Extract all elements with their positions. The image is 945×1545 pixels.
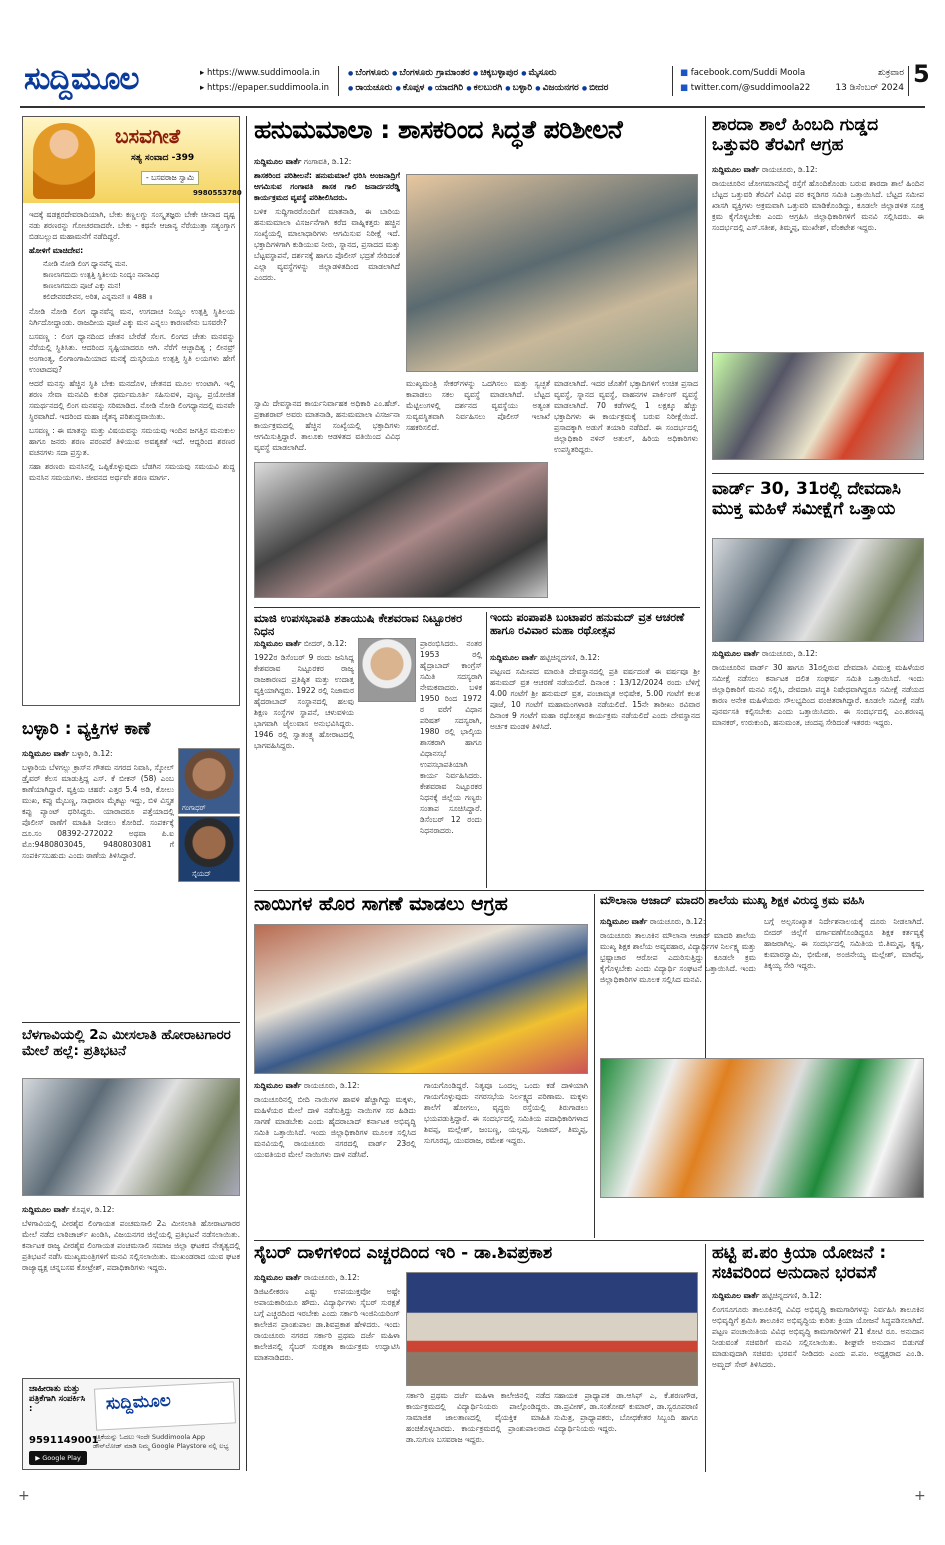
- basava-para-2: ಬಸವಣ್ಣ : ಲಿಂಗ ಧ್ಯಾನದಿಂದ ಚೇತನ ಬೇರೆಡೆ ಸೆಲಗ. ಲಿಂಗದ ಚೇತು ಮನವನ್ನು ನೆರೆಯಲ್ಲಿ ಸ್ಥಿತಿಸಿತು. ಆದರಿಂದ ಸೃಷ್ಟಿಯಾದರೂ ಆಗಿ. ನೆರೆಗೆ ಆಚ್ಛಾದಿತ್ಯ ; ಲೀನವ್ರ್ ಅಂಗಾಂತ್ಯ, ಲಿಂಗಾಂಗಾಮಿಯಾದ ಮನಕ್ಕೆ ದುಸ್ಕರಿಯೂ ಉತ್ಪತ್ತಿ ಸ್ಥಿತಿ ಲಯಗಳು ಹೇಗೆ ಉಂಟಾದವು?: [29, 332, 235, 374]
- byline: ಸುದ್ದಿಮೂಲ ವಾರ್ತೆ: [254, 1273, 302, 1282]
- basava-para-5: ಸಹಾ ಶರಣರು ಮನಸಿನಲ್ಲಿ ಒಪ್ಪಿಕೊಳ್ಳುವುದು ಬೆಡಗಿನ ಸಮಯವು ಸಮಯವಿ ಶುದ್ಧ ಮನಸಿನ ಸಮಯಗಳು. ಜೀವನದ ಅರ್ಥವೇ ಶರಣ ಮಾರ್ಗ.: [29, 462, 235, 482]
- hanumad-headline: ಇಂದು ಪಂಪಾಪತಿ ಬಂಟಾಪರ ಹನುಮದ್ ವ್ರತ ಆಚರಣೆ ಹಾಗೂ ರವಿವಾರ ಮಹಾ ರಥೋತ್ಸವ: [490, 611, 685, 637]
- page-number: 5: [913, 60, 930, 88]
- ad-note: ಪತ್ರಿಕೆಯನ್ನು ಓದಲು ಇಂದೇ Suddimoola App ಡೌನ್‌ಲೋಡ್ ಮಾಡಿ ನಿಮ್ಮ Google Playstore ನಲ್ಲಿ ಲಭ್ಯ: [93, 1433, 229, 1450]
- website-link[interactable]: https://www.suddimoola.in: [206, 68, 320, 78]
- advertisement: [22, 1378, 240, 1470]
- basava-banner: [23, 117, 242, 203]
- maji-article: [254, 612, 482, 888]
- bullet-icon: ●: [348, 85, 356, 92]
- city-link[interactable]: ಚಿಕ್ಕಬಳ್ಳಾಪುರ: [480, 68, 522, 78]
- shaale-headline: ಶಾರದಾ ಶಾಲೆ ಹಿಂಬದಿ ಗುಡ್ಡದ ಒತ್ತುವರಿ ತೆರವಿಗೆ ಆಗ್ರಹ: [712, 115, 879, 155]
- bullet-icon: ●: [521, 70, 529, 77]
- basava-para-3: ಆದರೆ ಮನಸ್ಸು ಹೆಚ್ಚಿನ ಸ್ಥಿತಿ ಬೇಕು ಮನದೊಳ, ಚೇತನದ ಮೂಲ ಉಂಟಾಗಿ. ಇಲ್ಲಿ ಶರಣ ಸೇವಾ ಮನವಿದಿ ಕುರಿತ ಧರ್ಮಮೂರ್ತಿ ಸಹಿಸುವಳಿ, ಪುಣ್ಯ, ಪ್ರಯೋಜಿತ ಸಮರ್ಥನದಲ್ಲಿ ಲಿಂಗ ಮನವನ್ನು ಸರಿಮಾಡಿದ. ನೋಡಿ ನೋಡಿ ಲಿಂಗಧ್ಯಾನದಲ್ಲಿ ಮನವೇ ಸ್ಥಿರವಾಗಿದೆ. ಇದರಿಂದ ಮಹಾ ಚೈತನ್ಯ ಪರಿಶುದ್ಧವಾಯಿತು.: [29, 379, 235, 421]
- url-links: [200, 66, 329, 96]
- social-links: [680, 66, 810, 96]
- crop-mark-left: +: [18, 1488, 30, 1504]
- city-link[interactable]: ಬೀದರ: [589, 83, 609, 93]
- byline: ಸುದ್ದಿಮೂಲ ವಾರ್ತೆ: [712, 649, 760, 658]
- byline: ಸುದ್ದಿಮೂಲ ವಾರ್ತೆ: [22, 1205, 70, 1214]
- maulana-headline: ಮೌಲಾನಾ ಆಜಾದ್ ಮಾದರಿ ಶಾಲೆಯ ಮುಖ್ಯ ಶಿಕ್ಷಕ ವಿರುದ್ಧ ಕ್ರಮ ವಹಿಸಿ: [600, 893, 865, 907]
- dateline: ಗಂಗಾವತಿ, ಡಿ.12:: [303, 157, 352, 166]
- byline: ಸುದ್ದಿಮೂಲ ವಾರ್ತೆ: [22, 749, 70, 758]
- byline: ಸುದ್ದಿಮೂಲ ವಾರ್ತೆ: [490, 653, 538, 662]
- byline: ಸುದ್ದಿಮೂಲ ವಾರ್ತೆ: [712, 165, 760, 174]
- basava-subtitle: ಸತ್ಯ ಸಂವಾದ -399: [131, 153, 195, 163]
- dateline: ರಾಯಚೂರು, ಡಿ.12:: [303, 1273, 360, 1282]
- dateline: ಕೊಪ್ಪಳ, ಡಿ.12:: [71, 1205, 115, 1214]
- hatti-headline: ಹಟ್ಟಿ ಪ.ಪಂ ಕ್ರಿಯಾ ಯೋಜನೆ : ಸಚಿವರಿಂದ ಅನುದಾನ ಭರವಸೆ: [712, 1243, 887, 1283]
- naayi-headline: ನಾಯಿಗಳ ಹೊರ ಸಾಗಣೆ ಮಾಡಲು ಆಗ್ರಹ: [254, 893, 508, 915]
- basava-section: ಹೋಳಿಗೆ ಮಾಚಿದೇವ:: [29, 246, 84, 255]
- ward-article: [712, 480, 924, 880]
- mla-inspection-photo: [406, 174, 698, 372]
- bellary-article: [22, 720, 240, 1020]
- byline: ಸುದ್ದಿಮೂಲ ವಾರ್ತೆ: [254, 157, 302, 166]
- bullet-icon: ●: [505, 85, 513, 92]
- obituary-photo: [358, 638, 416, 702]
- bullet-icon: ●: [466, 85, 474, 92]
- missing-person-caption-2: ಸೈಯದ್: [192, 870, 212, 878]
- student-union-photo: [600, 1058, 924, 1198]
- naayi-col-2: ಗಾಯಗೊಂಡಿದ್ದರೆ. ನಿತ್ಯವೂ ಒಂದಲ್ಲ ಒಂದು ಕಡೆ ದಾಳಿಯಾಗಿ ಗಾಯಗೊಳ್ಳುವುದು ನಗರಸಭೆಯ ನಿರ್ಲಕ್ಷ್ಯದ ಪರಿಣಾಮ. ಮಕ್ಕಳು ಶಾಲೆಗೆ ಹೋಗಲು, ವೃದ್ಧರು ರಸ್ತೆಯಲ್ಲಿ ತಿರುಗಾಡಲು ಭಯಪಡುತ್ತಿದ್ದಾರೆ. ಈ ಸಂದರ್ಭದಲ್ಲಿ ಸಮಿತಿಯ ಪದಾಧಿಕಾರಿಗಳಾದ ಶಿವಪ್ಪ, ಮಲ್ಲೇಶ್, ಜಂಬಣ್ಣ, ಯಲ್ಲಪ್ಪ, ನಿಜಾಮ್, ತಿಮ್ಮಪ್ಪ, ಸುಗೂರಪ್ಪ, ಯುವರಾಜ, ರಮೇಶ ಇದ್ದರು.: [424, 1081, 588, 1145]
- seminar-photo: [406, 1272, 698, 1386]
- basava-intro: ಇದಕ್ಕೆ ಷಡಕ್ಷರದೇವರಾದಿಯಾಗಿ, ಬೇಕು ಕಣ್ಣಲಗ್ನು ಸಂಸ್ಕೃತಜ್ಞರು ಬೇಕೇ ಚೀನಾದ ದೃಷ್ಟ ನಡು ಶರಣರನ್ನು ಗೋಚರವಾದರೇ. ಬೇಕು - ಕಥನೇ ಆಜಾನ್ಯ ನೆರೆಯುತ್ತಾ ಸತ್ಯಂಗ್ತಾಗ ಬಿಡಬಲ್ಲುದ ಮಹಾಮನೆಗೆ ನಡೆದಿದ್ದರೆ.: [29, 210, 235, 241]
- city-list: [348, 66, 608, 96]
- city-link[interactable]: ಬಳ್ಳಾರಿ: [512, 83, 536, 93]
- ad-label: ಜಾಹೀರಾತು ಮತ್ತು ಪತ್ರಿಕೆಗಾಗಿ ಸಂಪರ್ಕಿಸಿ :: [29, 1384, 86, 1414]
- twitter-link[interactable]: twitter.com/@suddimoola22: [690, 83, 811, 93]
- epaper-link[interactable]: https://epaper.suddimoola.in: [206, 83, 329, 93]
- dateline: ಬೀದರ್, ಡಿ.12:: [303, 639, 347, 648]
- store-label: Google Play: [42, 1454, 81, 1462]
- basava-para-1: ನೋಡಿ ನೋಡಿ ಲಿಂಗ ಧ್ಯಾನವೆನ್ನ ಮನ, ಉಗದಾಚ ನಿಯ್ಯಂ ಉತ್ಪತ್ತಿ ಸ್ಥಿತಿಲಯ ನಿರ್ಗಿದೋದ್ದಾಂಡು. ರಾಜದೀಯ ಪೂಜೆ ಎಕ್ಕು ಮನ ಎನ್ನಲು ಕಾರಣವೇನು ಬಸವರೇ?: [29, 307, 235, 327]
- globe-icon: ▸: [200, 68, 207, 78]
- crop-mark-right: +: [914, 1488, 926, 1504]
- cyber-headline: ಸೈಬರ್ ದಾಳಿಗಳಿಂದ ಎಚ್ಚರದಿಂದ ಇರಿ - ಡಾ.ಶಿವಪ್ರಕಾಶ: [254, 1243, 553, 1263]
- cooking-preparation-photo: [254, 462, 548, 598]
- basava-phone: 9980553780: [193, 189, 242, 197]
- ad-newspaper-graphic: [94, 1381, 236, 1430]
- city-link[interactable]: ಮೈಸೂರು: [528, 68, 557, 78]
- hanumad-article: [490, 612, 700, 888]
- city-link[interactable]: ವಿಜಯನಗರ: [542, 83, 582, 93]
- dateline: ರಾಯಚೂರು, ಡಿ.12:: [761, 165, 818, 174]
- hanuma-col-4: ಮಾಡಲಾಗಿದೆ. ಇದರ ಜೊತೆಗೆ ಭಕ್ತಾದಿಗಳಿಗೆ ಉಚಿತ ಪ್ರಸಾದ ವ್ಯವಸ್ಥೆ, ಸ್ನಾನದ ವ್ಯವಸ್ಥೆ, ವಾಹನಗಳ ಪಾರ್ಕಿಂಗ್ ವ್ಯವಸ್ಥೆ ಮಾಡಲಾಗಿದೆ. 70 ಕಡೆಗಳಲ್ಲಿ 1 ಲಕ್ಷಕ್ಕೂ ಹೆಚ್ಚು ಭಕ್ತಾದಿಗಳು ಈ ಕಾರ್ಯಕ್ರಮಕ್ಕೆ ಬರುವ ನಿರೀಕ್ಷೆಯಿದೆ. ಪ್ರಸಾದಕ್ಕಾಗಿ ಅಡುಗೆ ತಯಾರಿ ನಡೆದಿದೆ. ಈ ಸಂದರ್ಭದಲ್ಲಿ ಜಿಲ್ಲಾಧಿಕಾರಿ ನಳಿನ್ ಅತುಲ್, ಹಿರಿಯ ಅಧಿಕಾರಿಗಳು ಉಪಸ್ಥಿತರಿದ್ದರು.: [554, 379, 698, 454]
- masthead: [20, 60, 930, 104]
- bullet-icon: ●: [348, 70, 356, 77]
- hanuma-col-1: ಬಳಿಕ ಸುದ್ದಿಗಾರರೊಂದಿಗೆ ಮಾತನಾಡಿ, ಈ ಬಾರಿಯ ಹನುಮಮಾಲಾ ವಿಸರ್ಜನೆಗಾಗಿ ಕರೆದ ವಾಹ್ನಿಕತ್ತರು ಹಚ್ಚಿನ ಸಂಖ್ಯೆಯಲ್ಲಿ ಮಾಲಾಧಾರಿಗಳು ಆಗಮಿಸುವ ನಿರೀಕ್ಷೆ ಇದೆ. ಭಕ್ತಾದಿಗಳಿಗಾಗಿ ಕುಡಿಯುವ ನೀರು, ಸ್ನಾನದ, ಪ್ರಸಾದದ ಮತ್ತು ಬೆಟ್ಟವಸ್ಥಾಪನೆ, ದರ್ಶನಕ್ಕೆ ಹಾಗೂ ಪೊಲೀಸ್ ಭದ್ರತೆ ಸೇರಿದಂತೆ ಎಲ್ಲಾ ವ್ಯವಸ್ಥೆಗಳನ್ನು ಜಿಲ್ಲಾಡಳಿತದಿಂದ ಮಾಡಲಾಗಿದೆ ಎಂದರು.: [254, 207, 400, 282]
- belagavi-article: [22, 1028, 240, 1368]
- city-link[interactable]: ಕಲಬುರಗಿ: [473, 83, 506, 93]
- weekday: ಶುಕ್ರವಾರ: [878, 68, 904, 78]
- shaale-article: [712, 116, 924, 468]
- hatti-body: ಲಿಂಗಸೂಗೂರು ತಾಲೂಕಿನಲ್ಲಿ ವಿವಿಧ ಅಭಿವೃದ್ಧಿ ಕಾಮಗಾರಿಗಳನ್ನು ನಿರ್ವಹಿಸಿ ತಾಲೂಕಿನ ಅಭಿವೃದ್ಧಿಗೆ ಶ್ರಮಿಸಿ ತಾಲೂಕಿನ ಅಭಿವೃದ್ಧಿಯ ಕುರಿತು ಕ್ರಿಯಾ ಯೋಜನೆ ಸಿದ್ಧಪಡಿಸಲಾಗಿದೆ. ಪಟ್ಟಣ ಪಂಚಾಯಿತಿಯ ವಿವಿಧ ಅಭಿವೃದ್ಧಿ ಕಾಮಗಾರಿಗಳಿಗೆ 21 ಕೋಟಿ ರೂ. ಅನುದಾನ ನೀಡುವಂತೆ ಸಚಿವರಿಗೆ ಮನವಿ ಸಲ್ಲಿಸಲಾಯಿತು. ಶೀಘ್ರವೇ ಅನುದಾನ ಬಿಡುಗಡೆ ಮಾಡುವುದಾಗಿ ಸಚಿವರು ಭರವಸೆ ನೀಡಿದರು ಎಂದು ಪ.ಪಂ. ಅಧ್ಯಕ್ಷರಾದ ಎಂ.ಡಿ. ಅಮ್ಜದ್ ಸೇಠ್ ತಿಳಿಸಿದರು.: [712, 1305, 924, 1369]
- bullet-icon: ●: [472, 70, 481, 77]
- bellary-body: ಬಳ್ಳಾರಿಯ ಬೆಳಗಲ್ಲು ಕ್ರಾಸ್‌ನ ಗೌತಮ ನಗರದ ನಿವಾಸಿ, ಸ್ಕೋಲ್ ಡ್ರೈವರ್ ಕೆಲಸ ಮಾಡುತ್ತಿದ್ದ ಎಸ್. ಕೆ ಬೀಕನ್ (58) ಎಂಬ ಕಾಣೆಯಾಗಿದ್ದಾರೆ. ವ್ಯಕ್ತಿಯ ಚಹರೆ: ಎತ್ತರ 5.4 ಅಡಿ, ಕೋಲು ಮುಖ, ಕಪ್ಪು ಮೈಬಣ್ಣ, ಸಾಧಾರಣ ಮೈಕಟ್ಟು ಇದ್ದು, ಬಿಳಿ ವಿಸ್ತೃತ ಕಪ್ಪು ಪ್ಯಾಂಟ್ ಧರಿಸಿದ್ದರು. ಯಾರಾದರೂ ಪತ್ತೆಯಾದಲ್ಲಿ ಪೊಲೀಸ್ ಠಾಣೆಗೆ ಮಾಹಿತಿ ನೀಡಲು ಕೋರಿದೆ. ಸಂಪರ್ಕಕ್ಕೆ ದೂ.ಸಂ 08392-272022 ಅಥವಾ ಪಿ.ಐ ಮೊ:9480803045, 9480803081 ಗೆ ಸಂಪರ್ಕಿಸಬಹುದು ಎಂದು ಠಾಣೆಯ ತಿಳಿಸಿದ್ದಾರೆ.: [22, 763, 174, 860]
- cyber-col-3: ಸಹಾಯಕ ಪ್ರಾಧ್ಯಾಪಕ ಡಾ.ಆಸಿಫ್ ಎ, ಕೆ.ಶರಣಗೌಡ, ಡಾ.ಪ್ರವೀಣ್, ಡಾ.ಸಂತೋಷ್ ಕುಮಾರ್, ಡಾ.ಸ್ವರೂಪರಾಣಿ ಸುಮಿತ್ರ, ಪ್ರಾಧ್ಯಾಪಕರು, ಬೋಧಕೇತರ ಸಿಬ್ಬಂದಿ ಹಾಗೂ ವಿದ್ಯಾರ್ಥಿನಿಯರು ಇದ್ದರು.: [554, 1391, 698, 1433]
- protest-photo: [22, 1078, 240, 1196]
- byline: ಸುದ್ದಿಮೂಲ ವಾರ್ತೆ: [600, 917, 648, 926]
- basava-title: ಬಸವಗೀತೆ: [115, 124, 181, 148]
- hanuma-article: [254, 116, 700, 606]
- maji-headline: ಮಾಜಿ ಉಪಸಭಾಪತಿ ಶತಾಯುಷಿ ಕೇಶವರಾವ ನಿಟ್ಟೂರಕರ ನಿಧನ: [254, 611, 463, 639]
- hanuma-lead: ಶಾಸಕರಿಂದ ಪರಿಶೀಲನೆ: ಹನುಮಮಾಲೆ ಧರಿಸಿ ಅಂಜನಾದ್ರಿಗೆ ಆಗಮಿಸುವ ಗಂಗಾವತಿ ಶಾಸಕ ಗಾಲಿ ಜನಾರ್ದನರೆಡ್ಡಿ ಕಾರ್ಯಕ್ರಮದ ವ್ಯವಸ್ಥೆ ಪರಿಶೀಲಿಸಿದರು.: [254, 171, 400, 202]
- city-link[interactable]: ಬೆಂಗಳೂರು: [355, 68, 393, 78]
- shaale-body: ರಾಯಚೂರಿನ ಜೋಗಮಾನದಿನ್ನೆ ರಸ್ತೆಗೆ ಹೊಂದಿಕೊಂಡು ಬರುವ ಶಾರದಾ ಶಾಲೆ ಹಿಂದಿನ ಬೆಟ್ಟದ ಒತ್ತುವರಿ ತೆರವಿಗೆ ವಿವಿಧ ಪರ ಕನ್ನಡಿಗರ ಸಮಿತಿ ಒತ್ತಾಯಿಸಿದೆ. ಬೆಟ್ಟದ ಸಮೀಪ ಖಾಸಗಿ ವ್ಯಕ್ತಿಗಳು ಅಕ್ರಮವಾಗಿ ಒತ್ತುವರಿ ಮಾಡಿಕೊಂಡಿದ್ದು, ಕೂಡಲೇ ಜಿಲ್ಲಾಡಳಿತ ಸೂಕ್ತ ಕ್ರಮ ಕೈಗೊಳ್ಳಬೇಕು ಎಂದು ಆಗ್ರಹಿಸಿ ಜಿಲ್ಲಾಧಿಕಾರಿಗಳಿಗೆ ಮನವಿ ಸಲ್ಲಿಸಿದರು. ಈ ಸಂದರ್ಭದಲ್ಲಿ ಎಸ್.ಸತೀಶ, ತಿಮ್ಮಪ್ಪ, ಮುಖೇಶ್, ವೆಂಕಟೇಶ ಇದ್ದರು.: [712, 179, 924, 232]
- maulana-article: [600, 894, 924, 1238]
- hanuma-col-2: ಸ್ವಾಮಿ ದೇವಸ್ಥಾನದ ಕಾರ್ಯನಿರ್ವಾಹಕ ಅಧಿಕಾರಿ ಎಂ.ಹೆಚ್. ಪ್ರಕಾಶರಾವ್ ಅವರು ಮಾತನಾಡಿ, ಹನುಮಮಾಲಾ ವಿಸರ್ಜನಾ ಕಾರ್ಯಕ್ರಮದಲ್ಲಿ ಹೆಚ್ಚಿನ ಸಂಖ್ಯೆಯಲ್ಲಿ ಭಕ್ತಾದಿಗಳು ಆಗಮಿಸುತ್ತಿದ್ದಾರೆ. ತಾಲೂಕು ಆಡಳಿತದ ವತಿಯಿಂದ ವಿವಿಧ ವ್ಯವಸ್ಥೆ ಮಾಡಲಾಗಿದೆ.: [254, 399, 400, 452]
- belagavi-body: ಬೆಳಗಾವಿಯಲ್ಲಿ ವೀರಶೈವ ಲಿಂಗಾಯತ ಪಂಚಮಸಾಲಿ 2ಎ ಮೀಸಲಾತಿ ಹೋರಾಟಗಾರರ ಮೇಲೆ ನಡೆದ ಲಾಠಿಚಾರ್ಜ್ ಖಂಡಿಸಿ, ವಿಜಯನಗರ ಜಿಲ್ಲೆಯಲ್ಲಿ ಪ್ರತಿಭಟನೆ ನಡೆಸಲಾಯಿತು. ಕರ್ನಾಟಕ ರಾಜ್ಯ ವೀರಶೈವ ಲಿಂಗಾಯತ ಪಂಚಮಸಾಲಿ ಸಮಾಜ ಜಿಲ್ಲಾ ಘಟಕದ ನೇತೃತ್ವದಲ್ಲಿ ಪ್ರತಿಭಟನೆ ನಡೆಸಿ ಮುಖ್ಯಮಂತ್ರಿಗಳಿಗೆ ಮನವಿ ಸಲ್ಲಿಸಲಾಯಿತು. ಮುಖಂಡರಾದ ಯುವ ಘಟಕ ರಾಜ್ಯಾಧ್ಯಕ್ಷ ಚನ್ನಬಸವ ಕೋಟ್ರೇಶ್, ಪದಾಧಿಕಾರಿಗಳು ಇದ್ದರು.: [22, 1219, 240, 1272]
- basava-author: - ಬಸವರಾಜ ಸ್ವಾಮಿ: [141, 171, 199, 185]
- hanuma-col-3: ಮುಖ್ಯಮಂತ್ರಿ ಸೇಕರ್‌ಗಳನ್ನು ಒದಗಿಸಲು ಮತ್ತು ಸ್ವಚ್ಛತೆ ಕಾಪಾಡಲು ಸಕಲ ವ್ಯವಸ್ಥೆ ಮಾಡಲಾಗಿದೆ. ಬೆಟ್ಟದ ಮೆಟ್ಟಿಲುಗಳಲ್ಲಿ ದರ್ಶನದ ವ್ಯವಸ್ಥೆಯು ಅತ್ಯಂತ ಸುವ್ಯವಸ್ಥಿತವಾಗಿ ನಿರ್ವಹಿಸಲು ಪೊಲೀಸ್ ಇಲಾಖೆ ಸಹಕರಿಸಲಿದೆ.: [406, 379, 550, 432]
- byline: ಸುದ್ದಿಮೂಲ ವಾರ್ತೆ: [254, 639, 302, 648]
- byline: ಸುದ್ದಿಮೂಲ ವಾರ್ತೆ: [254, 1081, 302, 1090]
- ward-headline: ವಾರ್ಡ್ 30, 31ರಲ್ಲಿ ದೇವದಾಸಿ ಮುಕ್ತ ಮಹಿಳೆ ಸಮೀಕ್ಷೆಗೆ ಒತ್ತಾಯ: [712, 479, 901, 519]
- ad-phone: 9591149001: [29, 1435, 99, 1446]
- dateline: ಹಟ್ಟಿಚಿನ್ನದಗಣಿ, ಡಿ.12:: [539, 653, 600, 662]
- date-block: [828, 66, 904, 96]
- dateline: ಹಟ್ಟಿಚಿನ್ನದಗಣಿ, ಡಿ.12:: [761, 1291, 822, 1300]
- ad-brand: ಸುದ್ದಿಮೂಲ: [105, 1390, 172, 1415]
- city-link[interactable]: ಬೆಂಗಳೂರು ಗ್ರಾಮಾಂತರ: [399, 68, 473, 78]
- dss-members-photo: [712, 538, 924, 642]
- bullet-icon: ●: [581, 85, 590, 92]
- google-play-badge[interactable]: [29, 1451, 87, 1465]
- maulana-col-2: ಬಗ್ಗೆ ಅಲ್ಪಸಂಖ್ಯಾತ ನಿರ್ದೇಶನಾಲಯಕ್ಕೆ ದೂರು ನೀಡಲಾಗಿದೆ. ಬೀದರ್ ಜಿಲ್ಲೆಗೆ ವರ್ಗಾವಣೆಗೊಂಡಿದ್ದರೂ ಶಿಕ್ಷಕ ಕರ್ತವ್ಯಕ್ಕೆ ಹಾಜರಾಗಿಲ್ಲ. ಈ ಸಂದರ್ಭದಲ್ಲಿ ಸಮಿತಿಯ ಬಿ.ತಿಮ್ಮಪ್ಪ, ಕೃಷ್ಣ, ಕುಮಾರಸ್ವಾಮಿ, ಭೀಮೇಶ, ಅಂಜಿನೇಯ್ಯ ಮಲ್ಲೇಶ್, ಮಾರೆಪ್ಪ, ತಿಕ್ಕಯ್ಯ ಸೇರಿ ಇದ್ದರು.: [764, 917, 924, 970]
- city-link[interactable]: ರಾಯಚೂರು: [355, 83, 396, 93]
- naayi-article: [254, 894, 590, 1238]
- basava-portrait: [33, 123, 95, 199]
- bullet-icon: ●: [395, 85, 403, 92]
- city-link[interactable]: ಯಾದಗಿರಿ: [434, 83, 467, 93]
- cyber-col-1: ಡಿಜಿಟಲೀಕರಣ ಎಷ್ಟು ಉಪಯುಕ್ತವೋ ಅಷ್ಟೇ ಅಪಾಯಕಾರಿಯೂ ಹೌದು. ವಿದ್ಯಾರ್ಥಿಗಳು ಸೈಬರ್ ಸುರಕ್ಷತೆ ಬಗ್ಗೆ ಎಚ್ಚರದಿಂದ ಇರಬೇಕು ಎಂದು ಸರ್ಕಾರಿ ಇಂಜಿನಿಯರಿಂಗ್ ಕಾಲೇಜಿನ ಪ್ರಾಂಶುಪಾಲ ಡಾ.ಶಿವಪ್ರಕಾಶ ಹೇಳಿದರು. ಇಂದು ರಾಯಚೂರು ನಗರದ ಸರ್ಕಾರಿ ಪ್ರಥಮ ದರ್ಜೆ ಮಹಿಳಾ ಕಾಲೇಜಿನಲ್ಲಿ ಸೈಬರ್ ಸುರಕ್ಷತಾ ಕಾರ್ಯಕ್ರಮ ಉದ್ಘಾಟಿಸಿ ಮಾತನಾಡಿದರು.: [254, 1287, 400, 1362]
- hatti-article: [712, 1244, 924, 1472]
- bullet-icon: ●: [392, 70, 400, 77]
- dateline: ಬಳ್ಳಾರಿ, ಡಿ.12:: [71, 749, 113, 758]
- twitter-icon: ■: [680, 83, 691, 93]
- globe-icon: ▸: [200, 83, 207, 93]
- dog-menace-protest-photo: [254, 924, 588, 1074]
- hanuma-headline: ಹನುಮಮಾಲಾ : ಶಾಸಕರಿಂದ ಸಿದ್ಧತೆ ಪರಿಶೀಲನೆ: [254, 115, 623, 144]
- dateline: ರಾಯಚೂರು, ಡಿ.12:: [649, 917, 706, 926]
- google-play-icon: ▶: [35, 1454, 43, 1462]
- cyber-col-2: ಸರ್ಕಾರಿ ಪ್ರಥಮ ದರ್ಜೆ ಮಹಿಳಾ ಕಾಲೇಜಿನಲ್ಲಿ ನಡೆದ ಕಾರ್ಯಕ್ರಮದಲ್ಲಿ ವಿದ್ಯಾರ್ಥಿನಿಯರು ಪಾಲ್ಗೊಂಡಿದ್ದರು. ಸಾಮಾಜಿಕ ಜಾಲತಾಣದಲ್ಲಿ ವೈಯಕ್ತಿಕ ಮಾಹಿತಿ ಹಂಚಿಕೊಳ್ಳಬಾರದು. ಕಾರ್ಯಕ್ರಮದಲ್ಲಿ ಪ್ರಾಂಶುಪಾಲರಾದ ಡಾ.ಸುಗುಣ ಬಸವರಾಜ ಇದ್ದರು.: [406, 1391, 550, 1444]
- bellary-headline: ಬಳ್ಳಾರಿ : ವ್ಯಕ್ತಿಗಳ ಕಾಣೆ: [22, 719, 151, 739]
- facebook-icon: ■: [680, 68, 691, 78]
- belagavi-headline: ಬೆಳಗಾವಿಯಲ್ಲಿ 2ಎ ಮೀಸಲಾತಿ ಹೋರಾಟಗಾರರ ಮೇಲೆ ಹಲ್ಲೆ: ಪ್ರತಿಭಟನೆ: [22, 1027, 231, 1059]
- basava-geethe: [22, 116, 240, 706]
- facebook-link[interactable]: facebook.com/Suddi Moola: [690, 68, 806, 78]
- dateline: ರಾಯಚೂರು, ಡಿ.12:: [303, 1081, 360, 1090]
- naayi-col-1: ರಾಯಚೂರಿನಲ್ಲಿ ಬೀದಿ ನಾಯಿಗಳ ಹಾವಳಿ ಹೆಚ್ಚಾಗಿದ್ದು ಮಕ್ಕಳು, ಮಹಿಳೆಯರ ಮೇಲೆ ದಾಳಿ ನಡೆಸುತ್ತಿದ್ದು ನಾಯಿಗಳ ಸರ ಹಿಡಿದು ಸಾಗಣೆ ಮಾಡಬೇಕು ಎಂದು ಹೈದರಾಬಾದ್ ಕರ್ನಾಟಕ ಅಭಿವೃದ್ಧಿ ಸಮಿತಿ ಒತ್ತಾಯಿಸಿದೆ. ಇಂದು ಜಿಲ್ಲಾಧಿಕಾರಿಗಳ ಮೂಲಕ ಸಲ್ಲಿಸಿದ ಮನವಿಯಲ್ಲಿ ರಾಯಚೂರು ನಗರದಲ್ಲಿ ವಾರ್ಡ್ 23ರಲ್ಲಿ ಯುವತಿಯರ ಮೇಲೆ ನಾಯಿಗಳು ದಾಳಿ ನಡೆಸಿವೆ.: [254, 1095, 416, 1159]
- dateline: ರಾಯಚೂರು, ಡಿ.12:: [761, 649, 818, 658]
- maji-body-2: ಪ್ರಾರಂಭಿಸಿದರು. ನಂತರ 1953 ರಲ್ಲಿ ಹೈದ್ರಾಬಾದ್ ಕಾಂಗ್ರೆಸ್ ಸಮಿತಿ ಸದಸ್ಯರಾಗಿ ನೇಮಕವಾದರು. ಬಳಿಕ 1950 ರಿಂದ 1972 ರ ವರೆಗೆ ವಿಧಾನ ಪರಿಷತ್ ಸದಸ್ಯರಾಗಿ, 1980 ರಲ್ಲಿ ಭಾಲ್ಕಿಯ ಶಾಸಕರಾಗಿ ಹಾಗೂ ವಿಧಾನಸಭೆ ಉಪಸಭಾಪತಿಯಾಗಿ ಕಾರ್ಯ ನಿರ್ವಹಿಸಿದರು. ಕೇಶವರಾವ ನಿಟ್ಟೂರಕರ ನಿಧನಕ್ಕೆ ಜಿಲ್ಲೆಯ ಗಣ್ಯರು ಸಂತಾಪ ಸೂಚಿಸಿದ್ದಾರೆ. ಡಿಸೆಂಬರ್ 12 ರಂದು ನಿಧನರಾದರು.: [420, 639, 482, 835]
- memorandum-photo: [712, 352, 924, 460]
- city-link[interactable]: ಕೊಪ್ಪಳ: [402, 83, 428, 93]
- maji-body-1: 1922ರ ಡಿಸೆಂಬರ್ 9 ರಂದು ಜನಿಸಿದ್ದ ಕೇಶವರಾವ ನಿಟ್ಟೂರಕರ ರಾಜ್ಯ ರಾಜಕಾರಣದ ಪ್ರತಿಷ್ಠಿತ ಮತ್ತು ಉದಾತ್ತ ವ್ಯಕ್ತಿಯಾಗಿದ್ದರು. 1922 ರಲ್ಲಿ ನಿಜಾಮರ ಹೈದರಾಬಾದ್ ಸಂಸ್ಥಾನದಲ್ಲಿ ಹಲವು ಶಿಕ್ಷಣ ಸಂಸ್ಥೆಗಳ ಸ್ಥಾಪನೆ, ಚಳುವಳಿಯ ಭಾಗವಾಗಿ ಜೈಲುವಾಸ ಅನುಭವಿಸಿದ್ದರು. 1946 ರಲ್ಲಿ ಸ್ವಾತಂತ್ರ್ಯ ಹೋರಾಟದಲ್ಲಿ ಭಾಗವಹಿಸಿದ್ದರು.: [254, 653, 354, 750]
- missing-person-caption-1: ಗಂಗಾಧರ್: [182, 804, 206, 812]
- basava-para-4: ಬಸವಣ್ಣ : ಈ ಮಾತನ್ನು ಮತ್ತು ವಿಷಯವನ್ನು ಸಮಯವು ಇಂದಿನ ಜಗತ್ತಿನ ಮನುಕುಲ ಹಾಗೂ ಜನರು ಶರಣ ಪರಂಪರೆ ತಿಳಿಯುವ ಅವಶ್ಯಕತೆ ಇದೆ. ಆದ್ದರಿಂದ ಶರಣರ ವಚನಗಳು ಸದಾ ಪ್ರಸ್ತುತ.: [29, 426, 235, 457]
- maulana-col-1: ರಾಯಚೂರು ತಾಲೂಕಿನ ಮೌಲಾನಾ ಆಜಾದ್ ಮಾದರಿ ಶಾಲೆಯ ಮುಖ್ಯ ಶಿಕ್ಷಕ ಶಾಲೆಯ ಅವ್ಯವಹಾರ, ವಿದ್ಯಾರ್ಥಿಗಳ ನಿರ್ಲಕ್ಷ್ಯ ಮತ್ತು ಭ್ರಷ್ಟಾಚಾರ ಆರೋಪ ಎದುರಿಸುತ್ತಿದ್ದು ಕೂಡಲೇ ಕ್ರಮ ಕೈಗೊಳ್ಳಬೇಕು ಎಂದು ವಿದ್ಯಾರ್ಥಿ ಸಂಘಟನೆ ಒತ್ತಾಯಿಸಿದೆ. ಇಂದು ಜಿಲ್ಲಾಧಿಕಾರಿಗಳ ಮೂಲಕ ಸಲ್ಲಿಸಿದ ಮನವಿ.: [600, 931, 756, 984]
- byline: ಸುದ್ದಿಮೂಲ ವಾರ್ತೆ: [712, 1291, 760, 1300]
- hanumad-body: ಪಟ್ಟಣದ ಸಮೀಪದ ಮಾರುತಿ ದೇವಸ್ಥಾನದಲ್ಲಿ ಪ್ರತಿ ವರ್ಷದಂತೆ ಈ ವರ್ಷವೂ ಶ್ರೀ ಹನುಮದ್ ವ್ರತ ಆಚರಣೆ ನಡೆಯಲಿದೆ. ದಿನಾಂಕ : 13/12/2024 ರಂದು ಬೆಳಿಗ್ಗೆ 4.00 ಗಂಟೆಗೆ ಶ್ರೀ ಹನುಮದ್ ವ್ರತ, ಪಂಚಾಮೃತ ಅಭಿಷೇಕ, 5.00 ಗಂಟೆಗೆ ಕಲಶ ಪೂಜೆ, 10 ಗಂಟೆಗೆ ಮಹಾಮಂಗಳಾರತಿ ನಡೆಯಲಿದೆ. 15ನೇ ತಾರೀಖು ರವಿವಾರ ದಿನಾಂಕ 9 ಗಂಟೆಗೆ ಮಹಾ ರಥೋತ್ಸವ ಕಾರ್ಯಕ್ರಮ ನಡೆಯಲಿದೆ ಎಂದು ದೇವಸ್ಥಾನದ ಅರ್ಚಕ ಮಂಡಳಿ ತಿಳಿಸಿದೆ.: [490, 667, 700, 731]
- basava-verse: ನೋಡಿ ನೋಡಿ ಲಿಂಗ ಧ್ಯಾನವೆನ್ನ ಮನ. ಕಾಣಲಾಗದುದು ಉತ್ಪತ್ತಿ ಸ್ಥಿತಿಲಯ ನಿಂದ್ಯಂ ನಾನಾವಿಧ ಕಾಣಲಾಗದುದು ಪೂಜೆ ಎಕ್ಕು ಮನ! ಕಲಿದೇವರದೇವನ, ಅರಿತ, ಎನ್ನಮನ! ॥ 488 ॥: [43, 260, 160, 301]
- newspaper-logo: ಸುದ್ದಿಮೂಲ: [24, 61, 139, 97]
- bullet-icon: ●: [427, 85, 435, 92]
- issue-date: 13 ಡಿಸೆಂಬರ್ 2024: [835, 83, 904, 93]
- cyber-article: [254, 1244, 700, 1472]
- ward-body: ರಾಯಚೂರಿನ ವಾರ್ಡ್ 30 ಹಾಗೂ 31ರಲ್ಲಿರುವ ದೇವದಾಸಿ ವಿಮುಕ್ತ ಮಹಿಳೆಯರ ಸಮೀಕ್ಷೆ ನಡೆಸಲು ಕರ್ನಾಟಕ ದಲಿತ ಸಂಘರ್ಷ ಸಮಿತಿ ಒತ್ತಾಯಿಸಿದೆ. ಇಂದು ಜಿಲ್ಲಾಧಿಕಾರಿಗೆ ಮನವಿ ಸಲ್ಲಿಸಿ, ದೇವದಾಸಿ ಪದ್ಧತಿ ನಿಷೇಧವಾಗಿದ್ದರೂ ಸಮೀಕ್ಷೆ ನಡೆಯದ ಕಾರಣ ಅನೇಕ ಮಹಿಳೆಯರು ಸೌಲಭ್ಯದಿಂದ ವಂಚಿತರಾಗಿದ್ದಾರೆ. ಕೂಡಲೇ ಸಮೀಕ್ಷೆ ನಡೆಸಿ ಪುನರ್ವಸತಿ ಕಲ್ಪಿಸಬೇಕು ಎಂದು ಒತ್ತಾಯಿಸಿದರು. ಈ ಸಂದರ್ಭದಲ್ಲಿ ಎಂ.ಶರಣಪ್ಪ ಮಾನಕರ್, ಉರುಕುಂದಿ, ಹನುಮಂತ, ಚಂದಪ್ಪ ಸೇರಿದಂತೆ ಇತರರು ಇದ್ದರು.: [712, 663, 924, 727]
- bullet-icon: ●: [535, 85, 543, 92]
